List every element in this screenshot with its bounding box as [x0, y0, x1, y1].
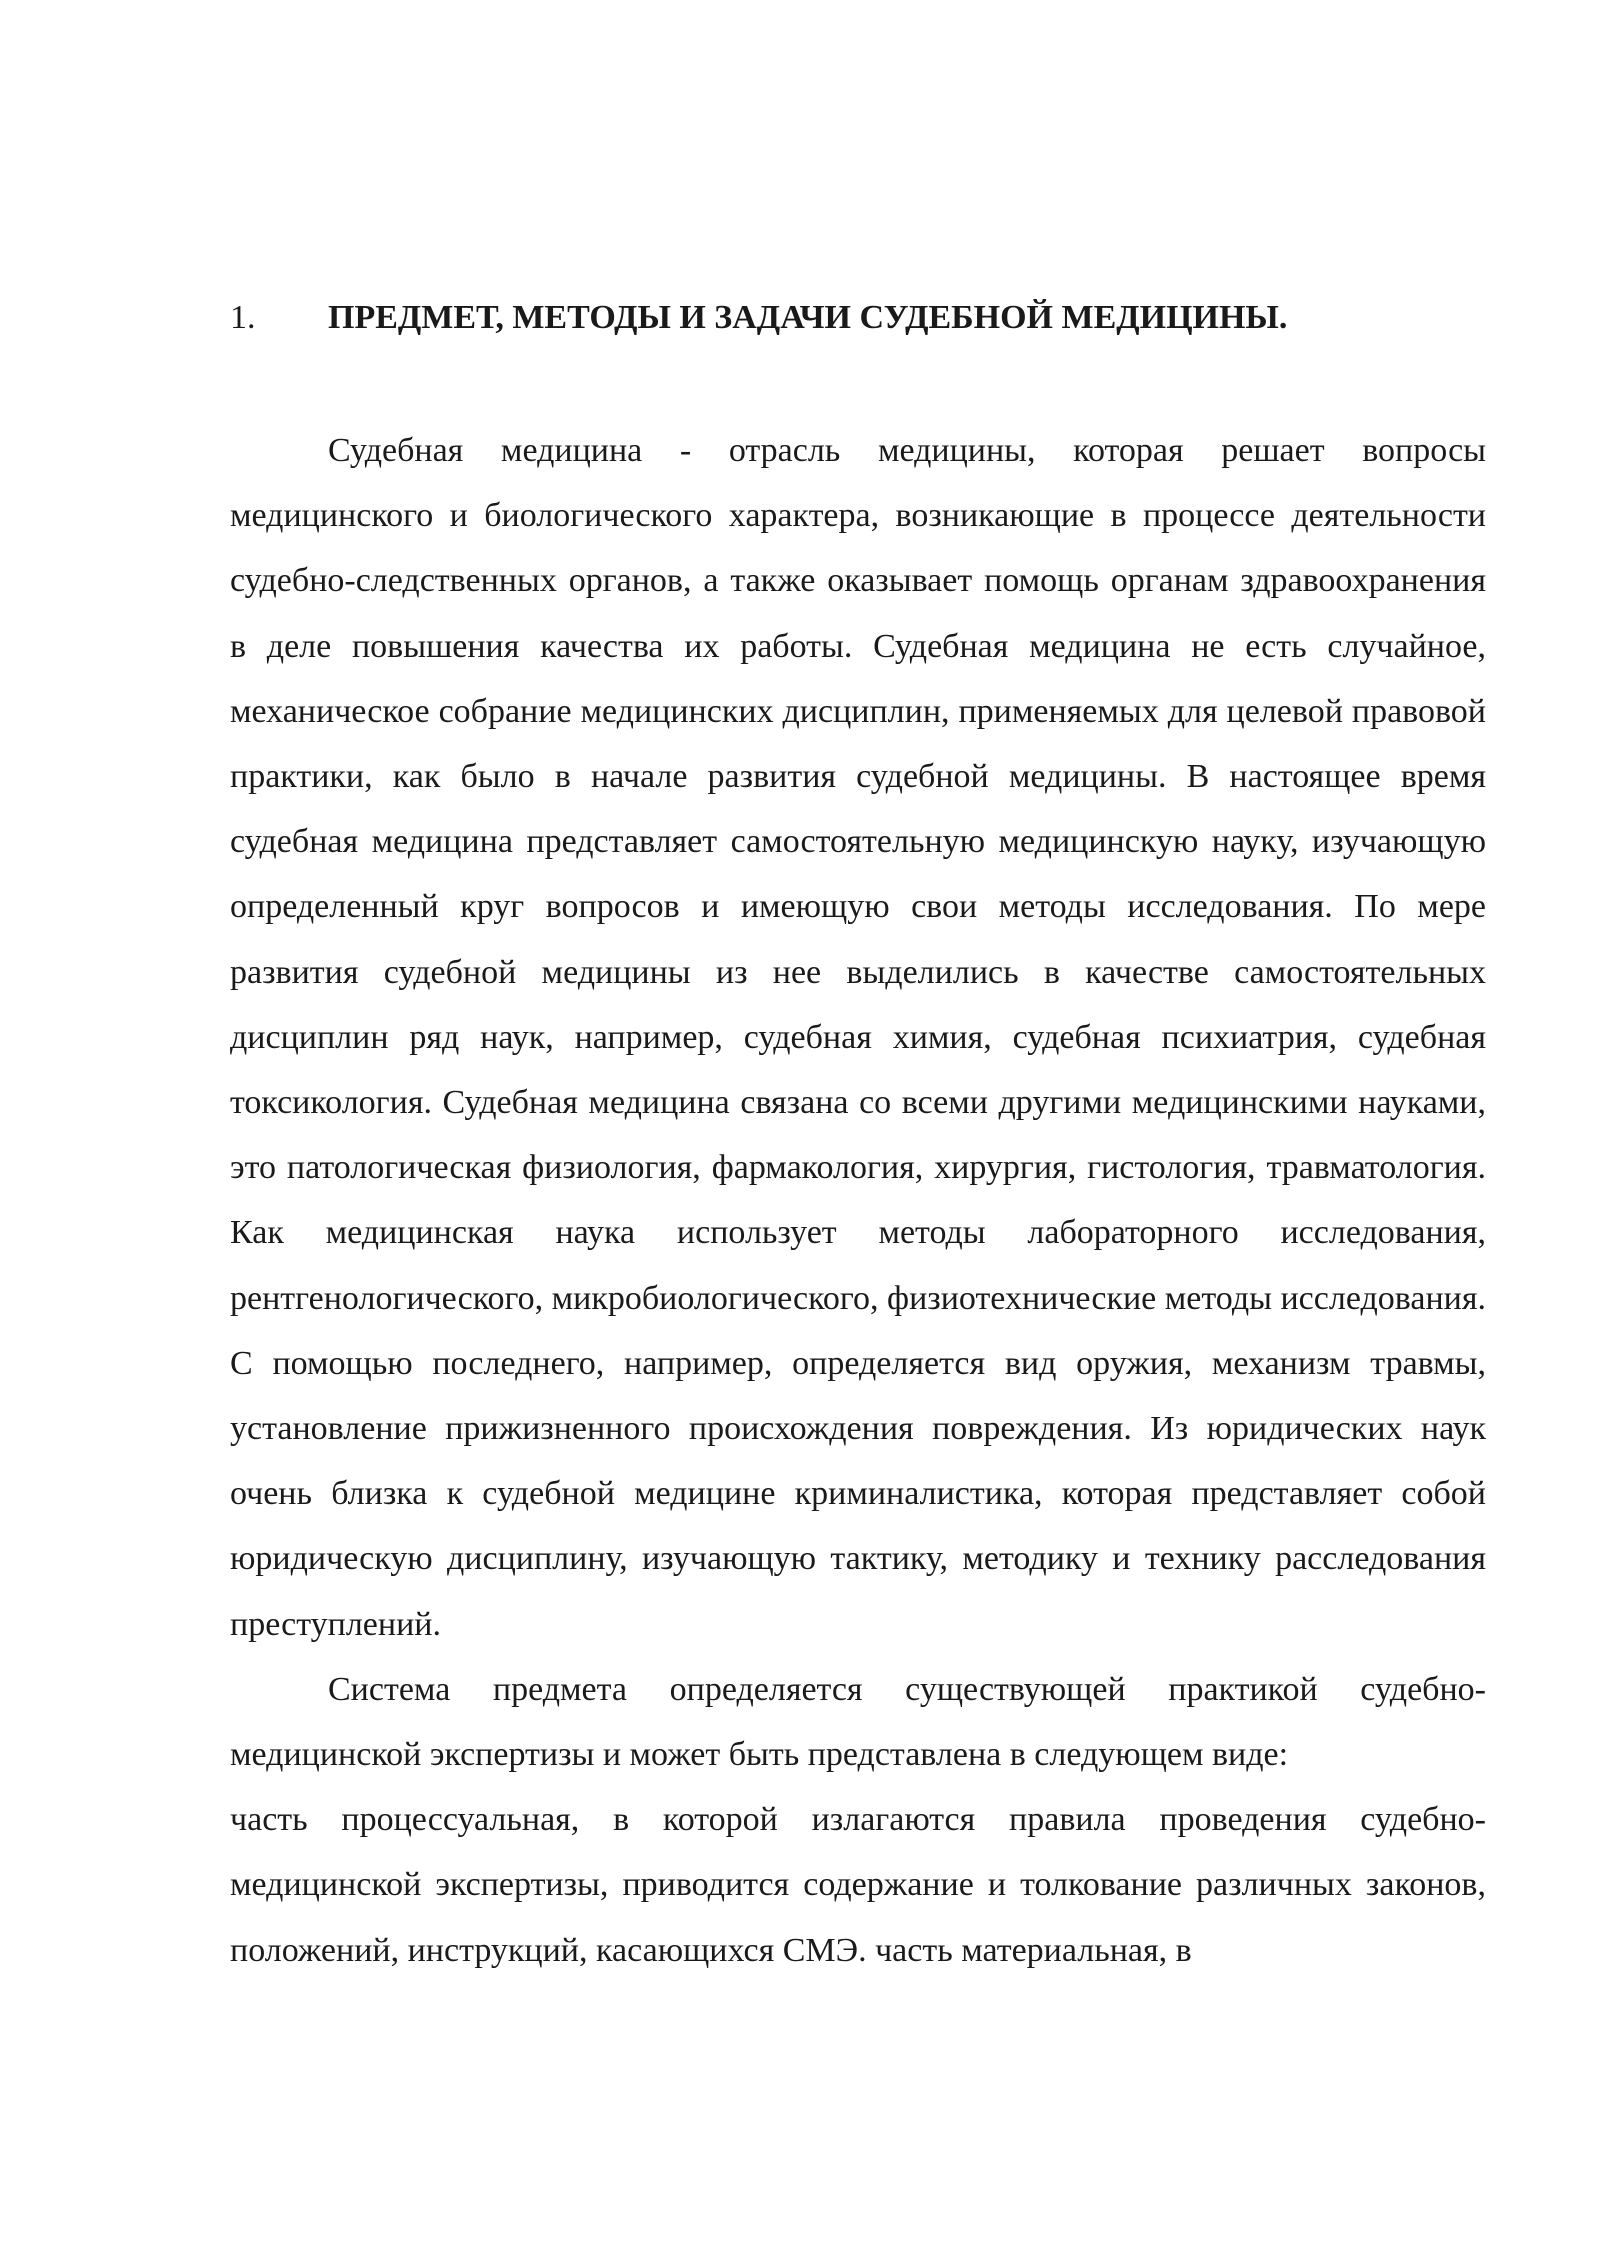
body-text [230, 418, 1486, 1983]
section-number: 1. [230, 299, 256, 336]
document-page [230, 0, 1486, 2262]
section-title: ПРЕДМЕТ, МЕТОДЫ И ЗАДАЧИ СУДЕБНОЙ МЕДИЦИНЫ. [328, 299, 1288, 336]
paragraph-procedural-part: часть процессуальная, в которой излагаются правила проведения судебно-медицинской экспертизы, приводится содержание и толкование различных законов, положений, инструкций, касающихся СМЭ. часть материальная, в [230, 1801, 1486, 1969]
paragraph-definition: Судебная медицина - отрасль медицины, которая решает вопросы медицинского и биологического характера, возникающие в процессе деятельности судебно-следственных органов, а также оказывает помощь органам здравоохранения в деле повышения качества их работы. Судебная медицина не есть случайное, механическое собрание медицинских дисциплин, применяемых для целевой правовой практики, как было в начале развития судебной медицины. В настоящее время судебная медицина представляет самостоятельную медицинскую науку, изучающую определенный круг вопросов и имеющую свои методы исследования. По мере развития судебной медицины из нее выделились в качестве самостоятельных дисциплин ряд наук, например, судебная химия, судебная психиатрия, судебная токсикология. Судебная медицина связана со всеми другими медицинскими науками, это патологическая физиология, фармакология, хирургия, гистология, травматология. Как медицинская наука использует методы лабораторного исследования, рентгенологического, микробиологического, физиотехнические методы исследования. С помощью последнего, например, определяется вид оружия, механизм травмы, установление прижизненного происхождения повреждения. Из юридических наук очень близка к судебной медицине криминалистика, которая представляет собой юридическую дисциплину, изучающую тактику, методику и технику расследования преступлений. [230, 432, 1486, 1643]
paragraph-system: Система предмета определяется существующей практикой судебно-медицинской экспертизы и может быть представлена в следующем виде: [230, 1670, 1486, 1774]
section-heading [230, 288, 1486, 348]
